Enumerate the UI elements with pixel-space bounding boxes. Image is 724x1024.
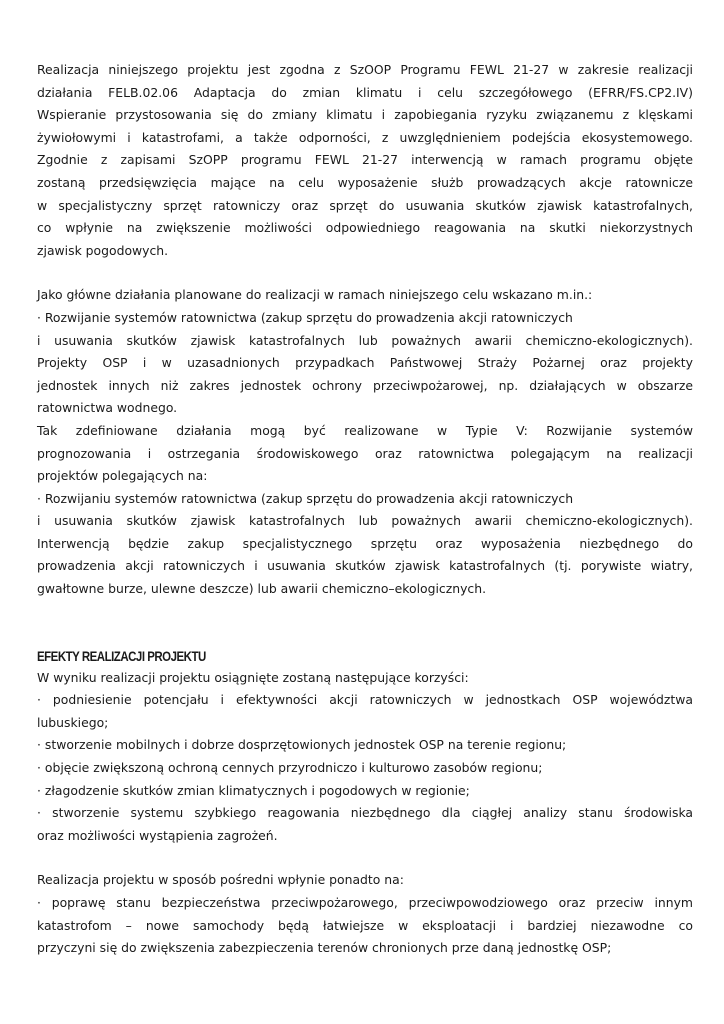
text-line: projektów polegających na: <box>37 468 208 484</box>
text-line: żywiołowymi i katastrofami, a także odporności, z uwzględnieniem podejścia ekosystemowego. <box>37 129 693 145</box>
text-line: Wspieranie przystosowania się do zmiany klimatu i zapobiegania ryzyku związanemu z klęskami <box>37 107 693 123</box>
text-line: · poprawę stanu bezpieczeństwa przeciwpożarowego, przeciwpowodziowego oraz przeciw innym <box>37 895 693 910</box>
paragraph-main-actions <box>37 284 693 600</box>
text-line: Interwencją będzie zakup specjalistycznego sprzętu oraz wyposażenia niezbędnego do <box>37 535 693 551</box>
text-line: przyczyni się do zwiększenia zabezpieczenia terenów chronionych prze daną jednostkę OSP; <box>37 940 612 956</box>
text-line: i usuwania skutków zjawisk katastrofalnych lub poważnych awarii chemiczno-ekologicznych). <box>37 332 693 348</box>
text-line: prowadzenia akcji ratowniczych i usuwania skutków zjawisk katastrofalnych (tj. porywiste wiatry, <box>37 558 693 574</box>
text-line: · Rozwijaniu systemów ratownictwa (zakup sprzętu do prowadzenia akcji ratowniczych <box>37 490 574 506</box>
text-line: prognozowania i ostrzegania środowiskowego oraz ratownictwa polegającym na realizacji <box>37 445 693 461</box>
text-line: · podniesienie potencjału i efektywności akcji ratowniczych w jednostkach OSP województwa <box>37 692 693 708</box>
text-line: Projekty OSP i w uzasadnionych przypadkach Państwowej Straży Pożarnej oraz projekty <box>37 355 693 371</box>
text-line: · stworzenie mobilnych i dobrze dosprzętowionych jednostek OSP na terenie regionu; <box>37 737 567 753</box>
document-page <box>37 59 693 960</box>
text-line: oraz możliwości wystąpienia zagrożeń. <box>37 827 278 843</box>
section-heading-effects: EFEKTY REALIZACJI PROJEKTU <box>37 647 206 664</box>
paragraph-indirect-effects <box>37 869 693 959</box>
text-line: zjawisk pogodowych. <box>37 242 169 258</box>
text-line: zostaną przedsięwzięcia mające na celu wyposażenie służb prowadzących akcje ratownicze <box>37 174 693 190</box>
text-line: co wpłynie na zwiększenie możliwości odpowiedniego reagowania na skutki niekorzystnych <box>37 220 693 236</box>
paragraph-benefits <box>37 667 693 848</box>
text-line: katastrofom – nowe samochody będą łatwiejsze w eksploatacji i bardziej niezawodne co <box>37 917 693 933</box>
text-line: działania FELB.02.06 Adaptacja do zmian klimatu i celu szczegółowego (EFRR/FS.CP2.IV) <box>37 84 693 100</box>
text-line: Realizacja niniejszego projektu jest zgodna z SzOOP Programu FEWL 21-27 w zakresie realizacji <box>37 62 693 77</box>
text-line: Zgodnie z zapisami SzOPP programu FEWL 21-27 interwencją w ramach programu objęte <box>37 152 693 168</box>
text-line: jednostek innych niż zakres jednostek ochrony przeciwpożarowej, np. działających w obszarze <box>37 377 693 393</box>
text-line: · złagodzenie skutków zmian klimatycznych i pogodowych w regionie; <box>37 782 470 798</box>
text-line: lubuskiego; <box>37 714 109 730</box>
text-line: gwałtowne burze, ulewne deszcze) lub awarii chemiczno–ekologicznych. <box>37 581 487 597</box>
text-line: w specjalistyczny sprzęt ratowniczy oraz sprzęt do usuwania skutków zjawisk katastrofalnych, <box>37 197 693 213</box>
text-line: · stworzenie systemu szybkiego reagowania niezbędnego dla ciągłej analizy stanu środowiska <box>37 805 693 821</box>
paragraph-intro <box>37 59 693 262</box>
text-line: Jako główne działania planowane do realizacji w ramach niniejszego celu wskazano m.in.: <box>37 287 593 303</box>
text-line: i usuwania skutków zjawisk katastrofalnych lub poważnych awarii chemiczno-ekologicznych). <box>37 513 693 529</box>
text-line: · objęcie zwiększoną ochroną cennych przyrodniczo i kulturowo zasobów regionu; <box>37 760 543 776</box>
text-line: Realizacja projektu w sposób pośredni wpłynie ponadto na: <box>37 872 404 888</box>
text-line: · Rozwijanie systemów ratownictwa (zakup sprzętu do prowadzenia akcji ratowniczych <box>37 309 573 325</box>
text-line: W wyniku realizacji projektu osiągnięte zostaną następujące korzyści: <box>37 669 469 685</box>
text-line: Tak zdefiniowane działania mogą być realizowane w Typie V: Rozwijanie systemów <box>37 422 693 438</box>
text-line: ratownictwa wodnego. <box>37 400 178 416</box>
